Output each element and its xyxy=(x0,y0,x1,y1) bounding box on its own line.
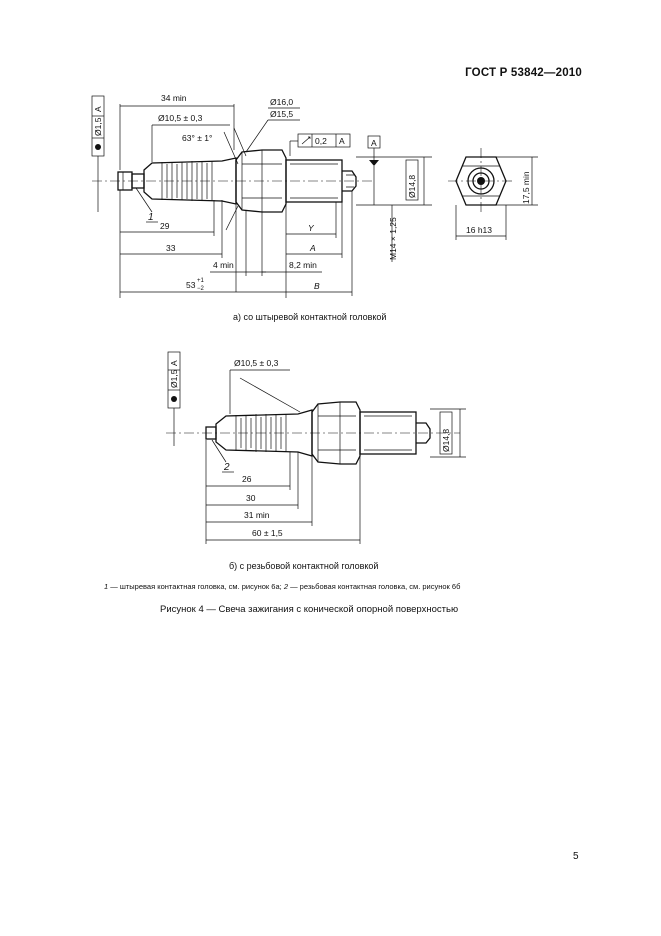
a-dim-4: 4 min xyxy=(213,260,234,270)
b-dim-30: 30 xyxy=(246,493,256,503)
standard-header: ГОСТ Р 53842—2010 xyxy=(465,67,582,79)
a-dim-d148: Ø14,8 xyxy=(407,174,417,198)
a-tol-runout-value: 0,2 xyxy=(315,136,327,146)
b-dim-d105: Ø10,5 ± 0,3 xyxy=(234,358,279,368)
a-dim-d175: 17,5 min xyxy=(521,171,531,204)
figure-b-caption: б) с резьбовой контактной головкой xyxy=(229,561,379,571)
a-dim-d155: Ø15,5 xyxy=(270,109,294,119)
b-tol-left-value: Ø1,5 xyxy=(169,369,179,388)
figure-a-drawing xyxy=(92,93,538,298)
svg-text:+1: +1 xyxy=(197,278,204,284)
figure-a-caption: а) со штыревой контактной головкой xyxy=(233,312,387,322)
a-dim-33: 33 xyxy=(166,243,176,253)
a-tol-left-value: Ø1,5 xyxy=(93,117,103,136)
figure-legend xyxy=(104,582,460,591)
figure-title: Рисунок 4 — Свеча зажигания с конической опорной поверхностью xyxy=(160,604,459,615)
a-dim-d16: Ø16,0 xyxy=(270,97,294,107)
a-dim-b: B xyxy=(314,281,320,291)
b-ref-2: 2 xyxy=(224,462,230,473)
a-dim-a: A xyxy=(310,243,316,253)
a-ref-1: 1 xyxy=(148,212,154,223)
a-dim-82: 8,2 min xyxy=(289,260,317,270)
a-tol-runout-datum: A xyxy=(339,136,345,146)
legend-num-2: 2 xyxy=(283,582,288,591)
b-dim-31: 31 min xyxy=(244,510,270,520)
figure-b-drawing xyxy=(166,352,466,544)
b-tol-left-datum: A xyxy=(169,360,179,366)
b-dim-60: 60 ± 1,5 xyxy=(252,528,283,538)
a-dim-w16: 16 h13 xyxy=(466,225,492,235)
a-dim-d105: Ø10,5 ± 0,3 xyxy=(158,113,203,123)
a-dim-53: 53 xyxy=(186,280,196,290)
a-tol-left-datum: A xyxy=(93,106,103,112)
a-dim-thread: M14 × 1,25 xyxy=(388,217,398,260)
legend-text-2: — резьбовая контактная головка, см. рисунок 6б xyxy=(287,582,461,591)
legend-num-1: 1 xyxy=(104,582,109,591)
a-datum-label: A xyxy=(371,138,377,148)
b-dim-d148: Ø14,8 xyxy=(441,428,451,452)
a-dim-34: 34 min xyxy=(161,93,187,103)
a-dim-angle: 63° ± 1° xyxy=(182,133,213,143)
a-dim-29: 29 xyxy=(160,221,170,231)
page-number: 5 xyxy=(573,851,579,862)
b-dim-26: 26 xyxy=(242,474,252,484)
legend-text-1: — штыревая контактная головка, см. рисунок 6а; xyxy=(108,582,284,591)
a-dim-y: Y xyxy=(308,223,314,233)
svg-text:−2: −2 xyxy=(197,286,204,292)
